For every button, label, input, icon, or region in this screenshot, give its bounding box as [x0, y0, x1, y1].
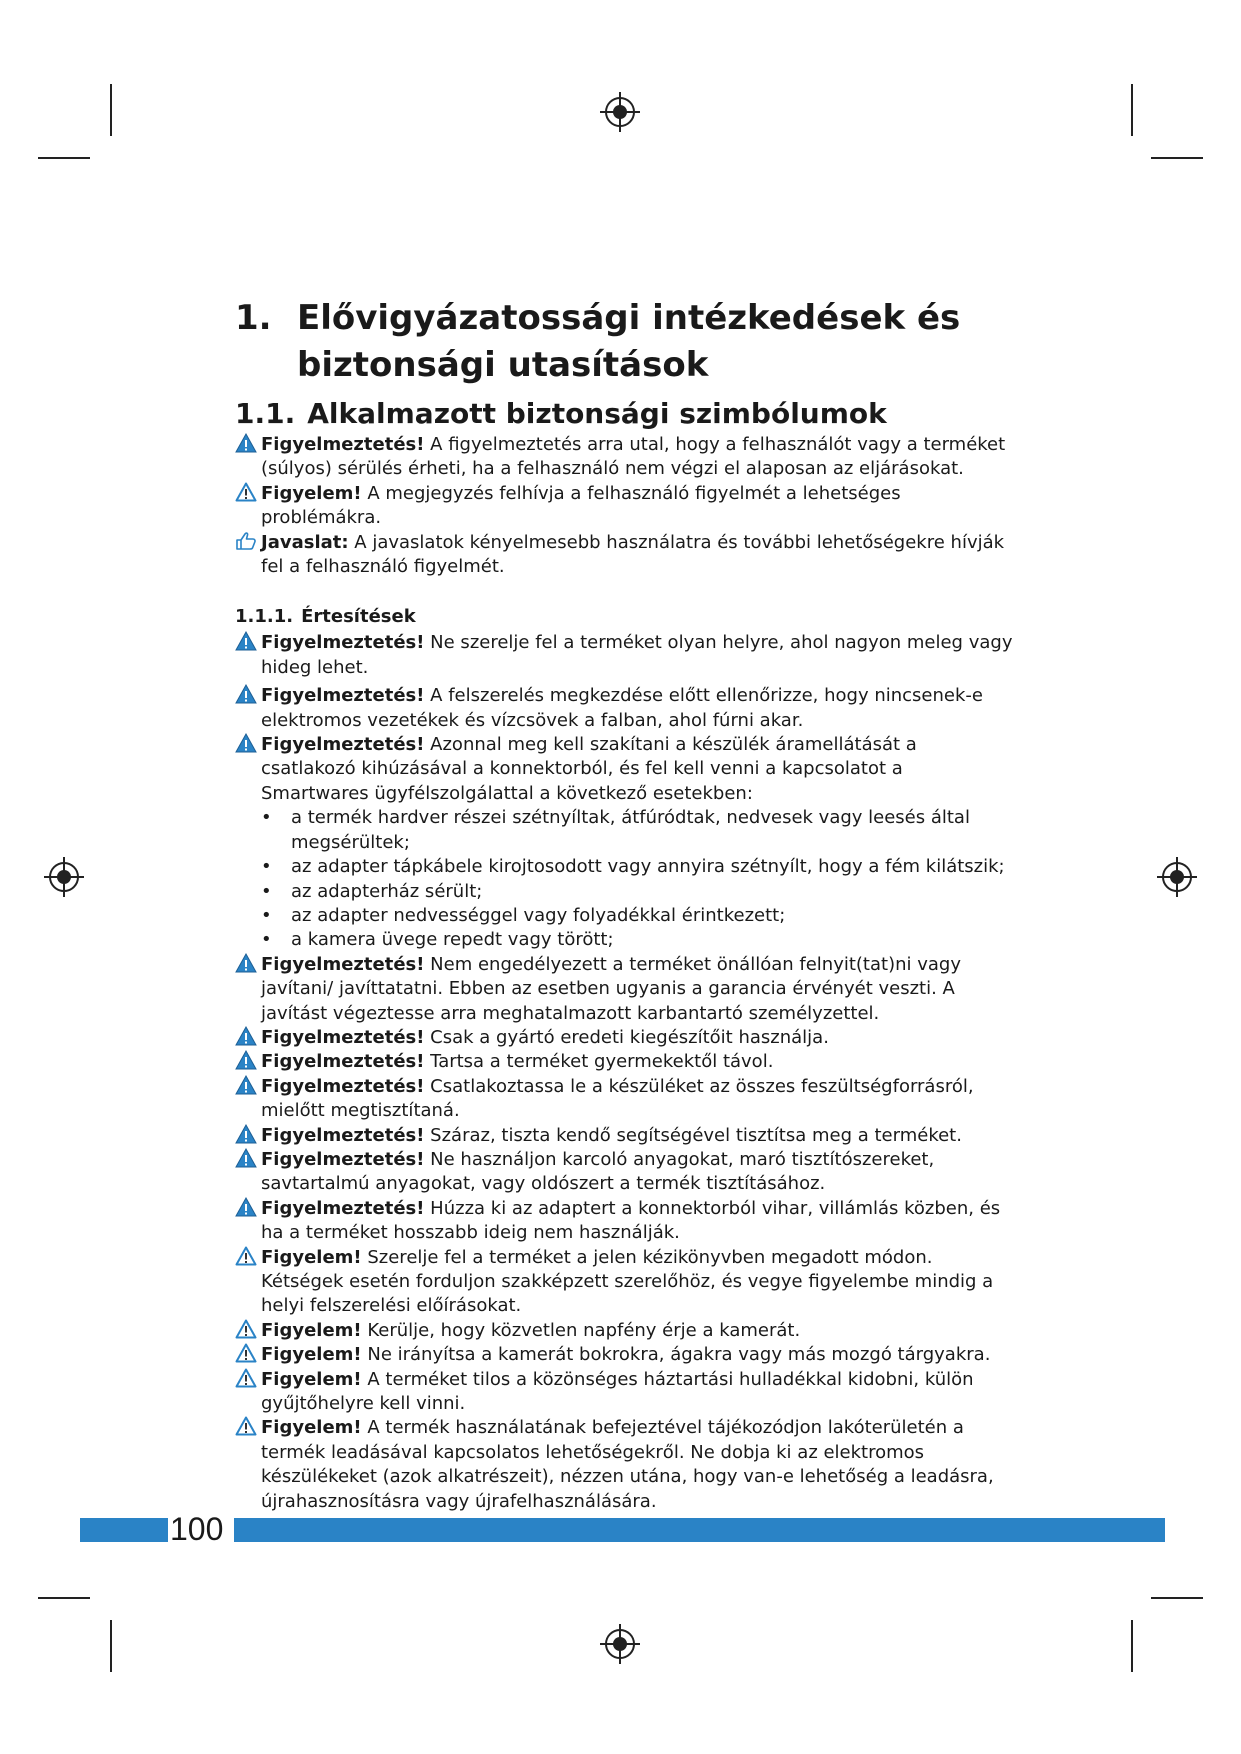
- item-text: Száraz, tiszta kendő segítségével tisztítsa meg a terméket.: [424, 1124, 962, 1146]
- notice-item: [235, 953, 1015, 1026]
- symbol-item: [235, 482, 1015, 531]
- warning-blue-icon: [235, 684, 257, 704]
- item-label: Figyelem!: [261, 1319, 362, 1341]
- notice-item: [235, 1197, 1015, 1246]
- page-footer: [80, 1511, 1165, 1547]
- notice-item: [235, 1124, 1015, 1148]
- item-label: Figyelmeztetés!: [261, 1075, 425, 1097]
- item-text: Nem engedélyezett a terméket önállóan felnyit(tat)ni vagy javítani/ javíttatatni. Ebben az esetben ugyanis a garancia érvényét veszti. A javítást végeztesse arra meghatalmazott karbantartó személyzettel.: [261, 953, 961, 1024]
- item-text: Csatlakoztassa le a készüléket az összes feszültségforrásról, mielőtt megtisztítaná.: [261, 1075, 974, 1122]
- warning-blue-icon: [235, 1026, 257, 1046]
- registration-mark-icon: [598, 90, 642, 134]
- item-text: Húzza ki az adaptert a konnektorból vihar, villámlás közben, és ha a terméket hosszabb ideig nem használják.: [261, 1197, 1001, 1244]
- crop-mark: [1151, 1597, 1203, 1599]
- section-number: 1.1.: [235, 397, 296, 430]
- warning-blue-icon: [235, 433, 257, 453]
- crop-mark: [110, 84, 112, 136]
- subsection-title: Értesítések: [301, 606, 416, 628]
- list-item: • a termék hardver részei szétnyíltak, átfúródtak, nedvesek vagy leesés által megsérültek;: [261, 806, 1015, 855]
- symbol-item: [235, 433, 1015, 482]
- item-text: Kerülje, hogy közvetlen napfény érje a kamerát.: [361, 1319, 801, 1341]
- symbol-item: [235, 531, 1015, 580]
- item-text: A megjegyzés felhívja a felhasználó figyelmét a lehetséges problémákra.: [261, 482, 901, 529]
- item-text: A terméket tilos a közönséges háztartási hulladékkal kidobni, külön gyűjtőhelyre kell vinni.: [261, 1368, 974, 1415]
- footer-bar-left: [80, 1518, 168, 1542]
- item-label: Figyelmeztetés!: [261, 632, 425, 654]
- footer-bar-right: [234, 1518, 1165, 1542]
- notice-item: [235, 1026, 1015, 1050]
- crop-mark: [1131, 1620, 1133, 1672]
- notice-item: [235, 631, 1015, 680]
- item-text: Ne szerelje fel a terméket olyan helyre, ahol nagyon meleg vagy hideg lehet.: [261, 632, 1013, 678]
- item-label: Figyelmeztetés!: [261, 685, 425, 707]
- warning-blue-icon: [235, 1124, 257, 1144]
- chapter-title-line2: biztonsági utasítások: [297, 345, 709, 385]
- item-label: Figyelmeztetés!: [261, 1197, 425, 1219]
- notice-item: [235, 1050, 1015, 1074]
- notice-item: [235, 1368, 1015, 1417]
- warning-blue-icon: [235, 631, 257, 651]
- item-text: Ne irányítsa a kamerát bokrokra, ágakra vagy más mozgó tárgyakra.: [361, 1344, 991, 1366]
- caution-outline-icon: [235, 1319, 257, 1339]
- item-label: Figyelmeztetés!: [261, 1051, 425, 1073]
- list-item: • az adapter tápkábele kirojtosodott vagy annyira szétnyílt, hogy a fém kilátszik;: [261, 855, 1015, 879]
- notice-item: [235, 1148, 1015, 1197]
- item-text: Ne használjon karcoló anyagokat, maró tisztítószereket, savtartalmú anyagokat, vagy oldószert a termék tisztításához.: [261, 1148, 935, 1195]
- notice-item: [235, 1416, 1015, 1514]
- page-content: [235, 295, 1015, 1514]
- section-heading: [235, 395, 1015, 433]
- subsection-heading: [235, 605, 1015, 629]
- item-label: Figyelmeztetés!: [261, 1148, 425, 1170]
- notice-list: [235, 631, 1015, 1514]
- crop-mark: [1151, 157, 1203, 159]
- notice-item: [235, 1319, 1015, 1343]
- item-label: Javaslat:: [261, 531, 349, 553]
- item-label: Figyelem!: [261, 1344, 362, 1366]
- item-label: Figyelmeztetés!: [261, 1026, 425, 1048]
- list-item: • a kamera üvege repedt vagy törött;: [261, 928, 1015, 952]
- caution-outline-icon: [235, 1343, 257, 1363]
- chapter-title-line1: Elővigyázatossági intézkedések és: [297, 298, 961, 338]
- item-label: Figyelmeztetés!: [261, 1124, 425, 1146]
- item-text: Szerelje fel a terméket a jelen kézikönyvben megadott módon. Kétségek esetén forduljon szakképzett szerelőhöz, és vegye figyelembe mindig a helyi felszerelési előírásokat.: [261, 1246, 994, 1317]
- item-text: A javaslatok kényelmesebb használatra és további lehetőségekre hívják fel a felhasználó figyelmét.: [261, 531, 1005, 578]
- chapter-number: 1.: [235, 298, 272, 338]
- item-text: A felszerelés megkezdése előtt ellenőrizze, hogy nincsenek-e elektromos vezetékek és vízcsövek a falban, ahol fúrni akar.: [261, 685, 983, 731]
- item-text: Tartsa a terméket gyermekektől távol.: [424, 1051, 774, 1073]
- thumbs-up-icon: [235, 531, 257, 551]
- page-number: 100: [170, 1511, 224, 1547]
- item-text: Azonnal meg kell szakítani a készülék áramellátását a csatlakozó kihúzásával a konnektorból, és fel kell venni a kapcsolatot a Smartwares ügyfélszolgálattal a következő esetekben:: [261, 734, 917, 804]
- item-label: Figyelem!: [261, 1246, 362, 1268]
- notice-item: [235, 1246, 1015, 1319]
- chapter-title: [235, 295, 1015, 389]
- list-item: • az adapter nedvességgel vagy folyadékkal érintkezett;: [261, 904, 1015, 928]
- registration-mark-icon: [598, 1622, 642, 1666]
- item-text: A termék használatának befejeztével tájékozódjon lakóterületén a termék leadásával kapcsolatos lehetőségekről. Ne dobja ki az elektromos készülékeket (azok alkatrészeit), nézzen utána, hogy van-e lehetőség a leadásra, újrahasznosításra vagy újrafelhasználására.: [261, 1417, 994, 1512]
- list-item: • az adapterház sérült;: [261, 880, 1015, 904]
- item-text: A figyelmeztetés arra utal, hogy a felhasználót vagy a terméket (súlyos) sérülés érheti, ha a felhasználó nem végzi el alaposan az eljárásokat.: [261, 434, 1006, 480]
- crop-mark: [38, 1597, 90, 1599]
- warning-blue-icon: [235, 1050, 257, 1070]
- symbol-list: [235, 433, 1015, 579]
- item-label: Figyelem!: [261, 1417, 362, 1439]
- notice-item: [235, 684, 1015, 733]
- warning-blue-icon: [235, 1075, 257, 1095]
- registration-mark-icon: [42, 855, 86, 899]
- warning-blue-icon: [235, 953, 257, 973]
- crop-mark: [38, 157, 90, 159]
- warning-blue-icon: [235, 1148, 257, 1168]
- subsection-number: 1.1.1.: [235, 606, 294, 628]
- caution-outline-icon: [235, 1368, 257, 1388]
- crop-mark: [110, 1620, 112, 1672]
- bullet-list: [235, 806, 1015, 952]
- notice-item: [235, 733, 1015, 806]
- notice-item: [235, 1343, 1015, 1367]
- item-label: Figyelmeztetés!: [261, 953, 425, 975]
- registration-mark-icon: [1155, 855, 1199, 899]
- warning-blue-icon: [235, 1197, 257, 1217]
- caution-outline-icon: [235, 1416, 257, 1436]
- item-label: Figyelem!: [261, 1368, 362, 1390]
- item-text: Csak a gyártó eredeti kiegészítőit használja.: [424, 1026, 829, 1048]
- caution-outline-icon: [235, 482, 257, 502]
- item-label: Figyelmeztetés!: [261, 734, 425, 756]
- notice-item: [235, 1075, 1015, 1124]
- crop-mark: [1131, 84, 1133, 136]
- item-label: Figyelmeztetés!: [261, 434, 425, 455]
- caution-outline-icon: [235, 1246, 257, 1266]
- section-title: Alkalmazott biztonsági szimbólumok: [307, 397, 887, 430]
- warning-blue-icon: [235, 733, 257, 753]
- item-label: Figyelem!: [261, 482, 362, 504]
